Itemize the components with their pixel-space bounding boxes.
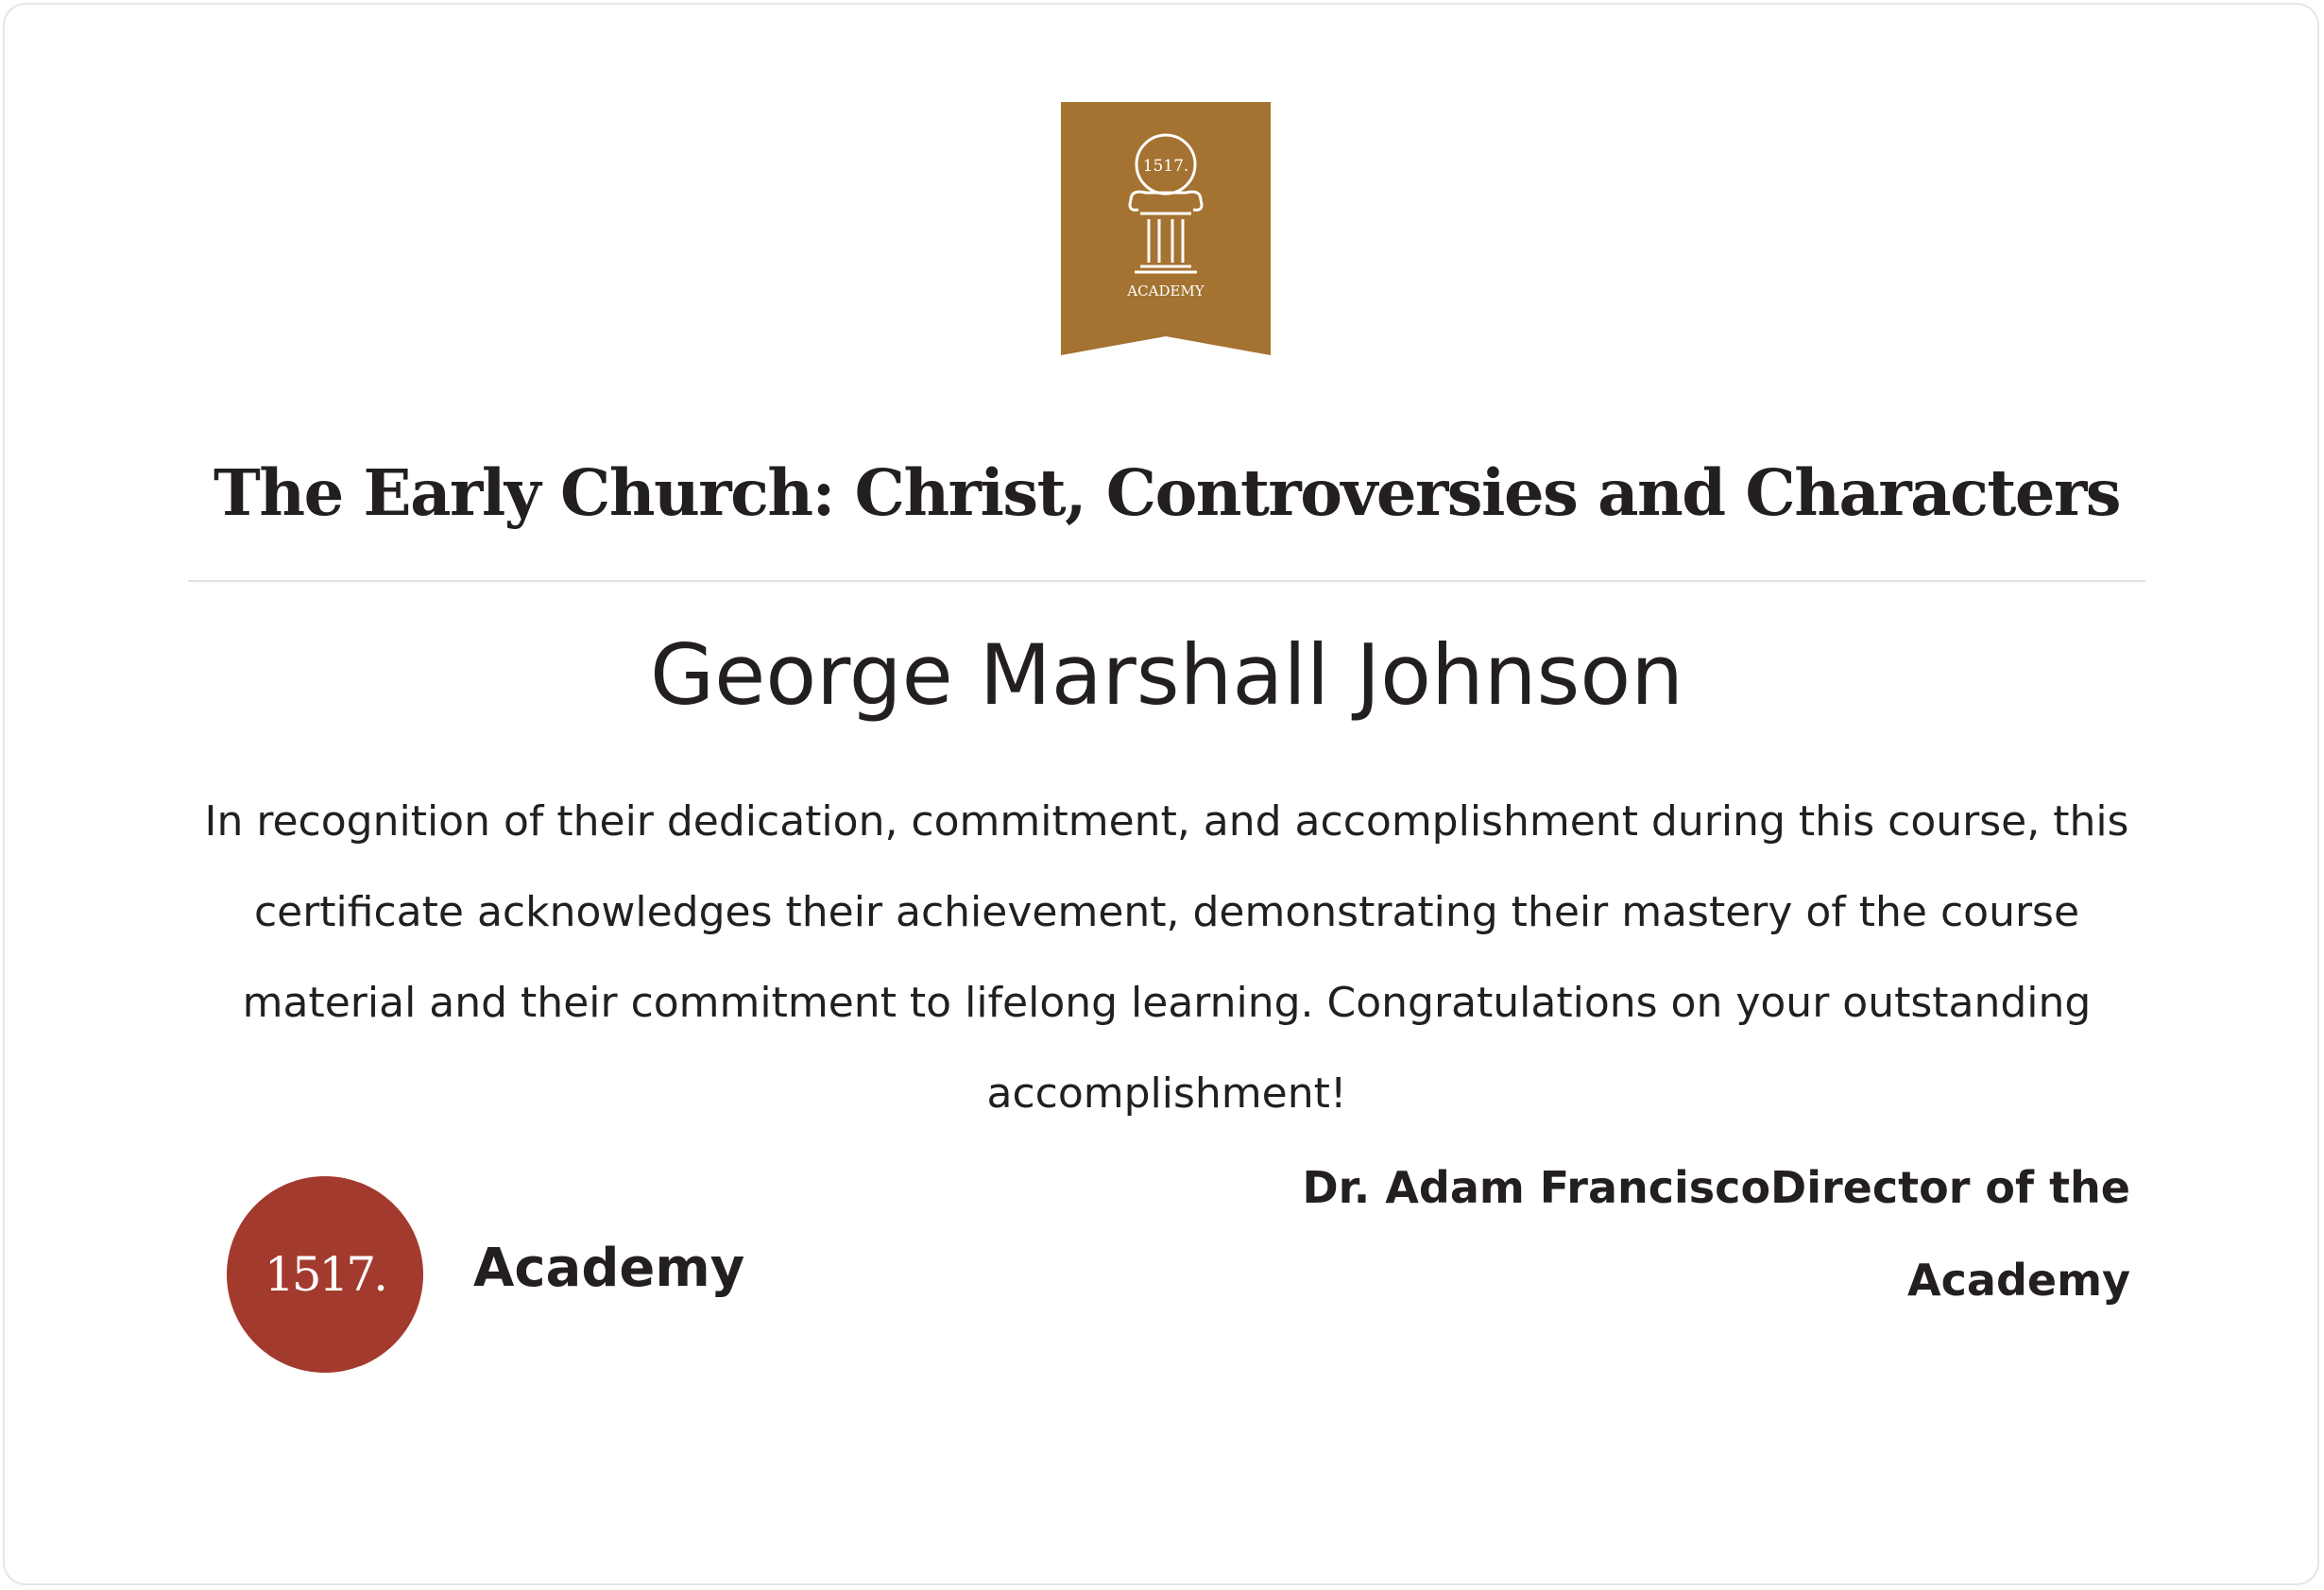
course-title: The Early Church: Christ, Controversies and Characters <box>214 455 2120 530</box>
certificate-card <box>3 3 2319 1585</box>
signer-name-title: Dr. Adam FranciscoDirector of the <box>1302 1162 2130 1213</box>
academy-seal-logo <box>227 1176 423 1373</box>
seal-number: 1517. <box>264 1247 386 1302</box>
academy-ribbon-logo <box>1061 102 1271 355</box>
recipient-name: George Marshall Johnson <box>649 626 1684 724</box>
signer-block <box>1280 1141 2130 1326</box>
title-divider <box>188 580 2145 582</box>
signer-organization: Academy <box>1907 1255 2130 1306</box>
ribbon-logo-number: 1517. <box>1142 157 1189 176</box>
certificate-body-text: In recognition of their dedication, commitment, and accomplishment during this course, this certificate acknowledges their achievement, demonstrating their mastery of the course material and their commitment to lifelong learning. Congratulations on your outstanding accomplishment! <box>204 797 2129 1118</box>
organization-name: Academy <box>473 1238 745 1299</box>
ribbon-logo-label: ACADEMY <box>1127 282 1205 299</box>
